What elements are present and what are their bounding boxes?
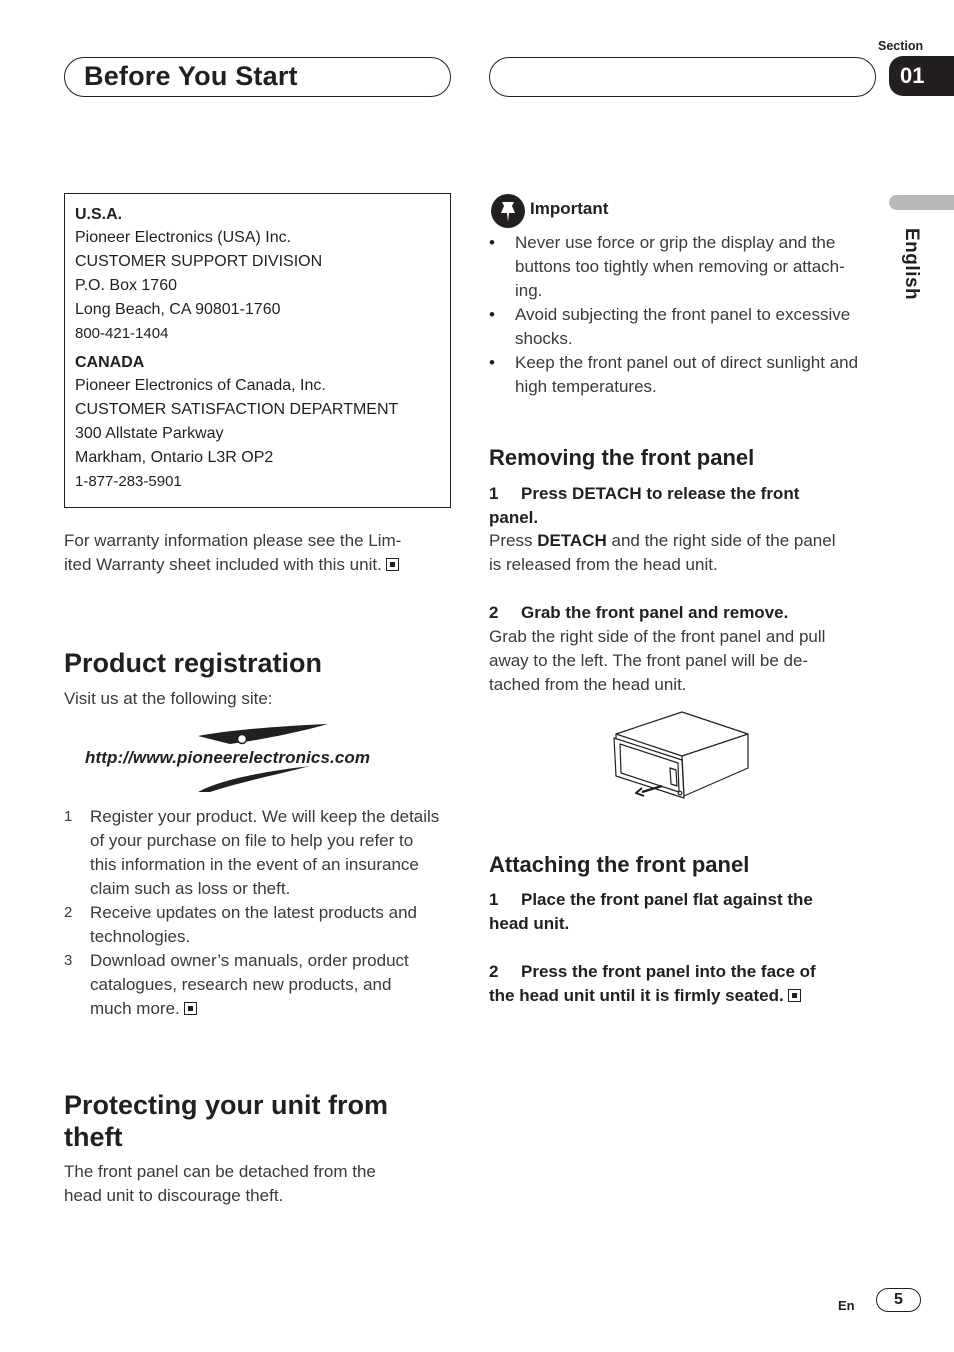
usa-phone: 800-421-1404 [75,325,169,342]
warranty-note: For warranty information please see the Lim- ited Warranty sheet included with this unit. [64,531,402,574]
canada-line: Markham, Ontario L3R OP2 [75,449,274,466]
page-number: 5 [876,1288,921,1312]
canada-line: Pioneer Electronics of Canada, Inc. [75,377,326,394]
important-pushpin-icon [490,193,526,229]
registration-url-link[interactable]: http://www.pioneerelectronics.com [85,748,371,767]
canada-line: 300 Allstate Parkway [75,425,224,442]
important-label: Important [530,199,609,218]
usa-line: Pioneer Electronics (USA) Inc. [75,229,292,246]
registration-benefits-list [64,805,459,1021]
contact-address-box [64,193,451,508]
attaching-step-1: 1 Place the front panel flat against the head unit. [489,890,813,933]
section-number-badge: 01 [889,56,954,96]
front-panel-removal-illustration [612,710,754,802]
product-registration-heading: Product registration [64,648,323,678]
usa-line: P.O. Box 1760 [75,277,177,294]
registration-intro: Visit us at the following site: [64,689,273,708]
canada-phone: 1-877-283-5901 [75,473,182,490]
protecting-heading: Protecting your unit from theft [64,1090,388,1152]
protecting-body: The front panel can be detached from the head unit to discourage theft. [64,1162,376,1205]
language-tab [889,195,954,210]
removing-heading: Removing the front panel [489,445,755,470]
canada-line: CUSTOMER SATISFACTION DEPARTMENT [75,401,399,418]
important-bullets [489,231,884,399]
usa-heading: U.S.A. [75,206,123,223]
section-label: Section [878,39,924,53]
usa-line: Long Beach, CA 90801-1760 [75,301,281,318]
language-tab-label: English [901,228,922,301]
removing-step-1: 1 Press DETACH to release the front panel. [489,484,800,527]
attaching-heading: Attaching the front panel [489,852,750,877]
end-mark-icon [386,558,399,571]
usa-line: CUSTOMER SUPPORT DIVISION [75,253,323,270]
list-item: • Never use force or grip the display and the buttons too tightly when removing or attach- ing. [489,231,884,303]
page-title: Before You Start [84,61,298,91]
list-item: • Avoid subjecting the front panel to excessive shocks. [489,303,884,351]
canada-heading: CANADA [75,354,145,371]
removing-step-1-body: Press DETACH and the right side of the panel is released from the head unit. [489,531,836,574]
list-item: • Keep the front panel out of direct sunlight and high temperatures. [489,351,884,399]
list-item: 3 Download owner’s manuals, order product catalogues, research new products, and much more. [64,951,409,1018]
end-mark-icon [184,1002,197,1015]
removing-step-2: 2 Grab the front panel and remove. [489,603,789,622]
end-mark-icon [788,989,801,1002]
header-blank-frame [489,57,876,97]
footer-language-code: En [838,1298,855,1313]
list-item: 1 Register your product. We will keep the details of your purchase on file to help you refer to this information in the event of an insurance claim such as loss or theft. [64,807,440,898]
removing-step-2-body: Grab the right side of the front panel and pull away to the left. The front panel will be de- tached from the head unit. [489,627,826,694]
attaching-step-2: 2 Press the front panel into the face of the head unit until it is firmly seated. [489,962,816,1005]
list-item: 2 Receive updates on the latest products and technologies. [64,903,417,946]
